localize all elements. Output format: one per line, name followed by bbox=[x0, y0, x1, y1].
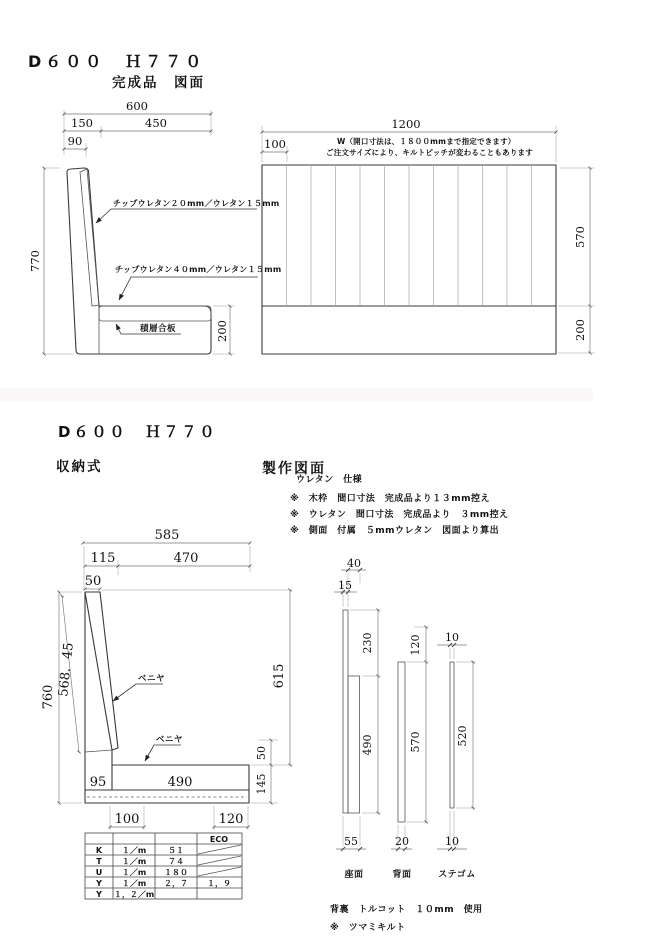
page-title-bottom: D６００ Ｈ７７０ bbox=[58, 423, 218, 441]
spec-title: ウレタン 仕様 bbox=[296, 475, 363, 485]
dim-prod-base-height: 145 bbox=[255, 773, 268, 795]
table-row bbox=[96, 856, 184, 866]
dim-back-width: 20 bbox=[395, 835, 409, 848]
row-eco: １，９ bbox=[207, 879, 231, 888]
spec-note-2: ※ ウレタン 間口寸法 完成品より ３mm控え bbox=[290, 510, 509, 520]
side-view-dimensions bbox=[28, 99, 235, 354]
page-title-top: D６００ Ｈ７７０ bbox=[28, 52, 206, 71]
row-value: ２，７ bbox=[164, 879, 188, 888]
table-row bbox=[95, 889, 154, 900]
dim-front-width: 1200 bbox=[391, 117, 421, 131]
row-rate: １／m bbox=[121, 879, 147, 888]
parts-table bbox=[85, 833, 242, 900]
row-rate: １，２／m bbox=[113, 890, 155, 899]
section-divider-band bbox=[0, 388, 593, 401]
dim-gum-height: 520 bbox=[456, 725, 469, 747]
label-plywood: 積層合板 bbox=[140, 324, 177, 334]
dim-gum-bottom-width: 10 bbox=[445, 835, 459, 848]
row-key: U bbox=[95, 868, 103, 877]
dim-prod-seat-thickness: 50 bbox=[255, 746, 268, 760]
section-title: 製作図面 bbox=[262, 461, 326, 477]
row-value: ５１ bbox=[168, 846, 184, 855]
row-key: T bbox=[96, 857, 102, 866]
footer-note-1: 背裏 トルコット １０mm 使用 bbox=[330, 905, 483, 915]
dim-seat-length: 490 bbox=[167, 775, 193, 790]
dim-prod-leg1: 100 bbox=[114, 812, 140, 827]
table-header-eco: ECO bbox=[209, 835, 229, 844]
production-drawing bbox=[41, 423, 509, 933]
dim-side-seat-depth: 450 bbox=[145, 116, 167, 130]
side-view-callouts bbox=[96, 198, 281, 334]
row-key: Y bbox=[96, 890, 102, 899]
row-key: K bbox=[95, 846, 103, 855]
label-back-foam: チップウレタン２０mm／ウレタン１５mm bbox=[113, 199, 280, 208]
dim-side-back-depth: 150 bbox=[71, 116, 93, 130]
row-rate: １／m bbox=[121, 846, 147, 855]
dim-side-height: 770 bbox=[28, 250, 42, 272]
finished-drawing bbox=[28, 52, 595, 354]
dim-front-lower-height: 200 bbox=[573, 319, 587, 341]
front-note-1: W（開口寸法は、１８００mmまで指定できます） bbox=[337, 137, 516, 146]
footer-note-2: ※ ツマミキルト bbox=[330, 923, 406, 933]
dim-gum-top-width: 10 bbox=[445, 631, 459, 644]
seat-strip-label: 座面 bbox=[344, 870, 364, 880]
front-view bbox=[262, 117, 595, 354]
production-side-view bbox=[85, 592, 249, 803]
table-row bbox=[95, 878, 231, 889]
dim-front-upper-height: 570 bbox=[573, 226, 587, 248]
dim-side-seat-height: 200 bbox=[215, 320, 229, 342]
dim-back-main-height: 570 bbox=[409, 731, 422, 753]
component-strips bbox=[334, 557, 476, 880]
dim-seat-board-width: 15 bbox=[338, 579, 352, 592]
page-subtitle-top: 完成品 図面 bbox=[112, 75, 205, 91]
dim-prod-seat-depth: 470 bbox=[173, 551, 199, 566]
side-view-outline bbox=[67, 168, 211, 354]
dim-seat-top-height: 230 bbox=[361, 632, 374, 654]
row-value: ７４ bbox=[168, 857, 184, 866]
row-value: １８０ bbox=[164, 868, 188, 877]
label-plywood-seat: ベニヤ bbox=[156, 735, 184, 745]
step-rubber-strip bbox=[437, 631, 476, 880]
spec-note-1: ※ 木枠 間口寸法 完成品より１３mm控え bbox=[290, 494, 491, 504]
dim-prod-total-depth: 585 bbox=[154, 528, 180, 543]
page-subtitle-bottom: 収納式 bbox=[56, 459, 103, 475]
dim-prod-back-depth: 115 bbox=[90, 551, 116, 566]
row-key: Y bbox=[96, 879, 102, 888]
dim-side-width: 600 bbox=[126, 99, 148, 113]
table-row bbox=[96, 845, 184, 855]
dim-prod-height: 760 bbox=[41, 684, 56, 710]
footer-notes bbox=[330, 903, 483, 933]
dim-prod-leg2: 120 bbox=[218, 812, 244, 827]
row-rate: １／m bbox=[121, 868, 147, 877]
back-strip bbox=[391, 627, 429, 880]
dim-seat-total-width: 55 bbox=[344, 835, 358, 848]
gum-strip-label: ステゴム bbox=[438, 870, 476, 880]
dim-side-top-width: 90 bbox=[67, 134, 83, 148]
dim-back-top-height: 120 bbox=[409, 634, 422, 656]
table-row bbox=[96, 867, 188, 877]
dim-seat-foam-width: 40 bbox=[347, 557, 361, 570]
front-note-2: ご注文サイズにより、キルトピッチが変わることもあります bbox=[326, 148, 533, 157]
back-strip-label: 背面 bbox=[392, 870, 412, 880]
urethane-spec-notes bbox=[290, 473, 509, 536]
spec-note-3: ※ 側面 付属 ５mmウレタン 図面より算出 bbox=[290, 526, 500, 536]
dim-front-left: 100 bbox=[264, 137, 286, 151]
row-rate: １／m bbox=[121, 857, 147, 866]
quilt-lines bbox=[287, 165, 532, 306]
dim-prod-top-width: 50 bbox=[84, 574, 102, 589]
seat-foam-hatch bbox=[99, 306, 211, 321]
dim-seat-main-height: 490 bbox=[361, 734, 374, 756]
label-seat-foam: チップウレタン４０mm／ウレタン１５mm bbox=[115, 265, 282, 274]
seat-strip bbox=[334, 557, 381, 880]
dim-prod-inner-height: 615 bbox=[272, 663, 287, 689]
dim-back-gap: 95 bbox=[89, 775, 107, 790]
production-callouts bbox=[113, 674, 183, 761]
label-plywood-back: ベニヤ bbox=[138, 674, 166, 684]
dim-prod-back-length: 568．45 bbox=[56, 641, 77, 698]
